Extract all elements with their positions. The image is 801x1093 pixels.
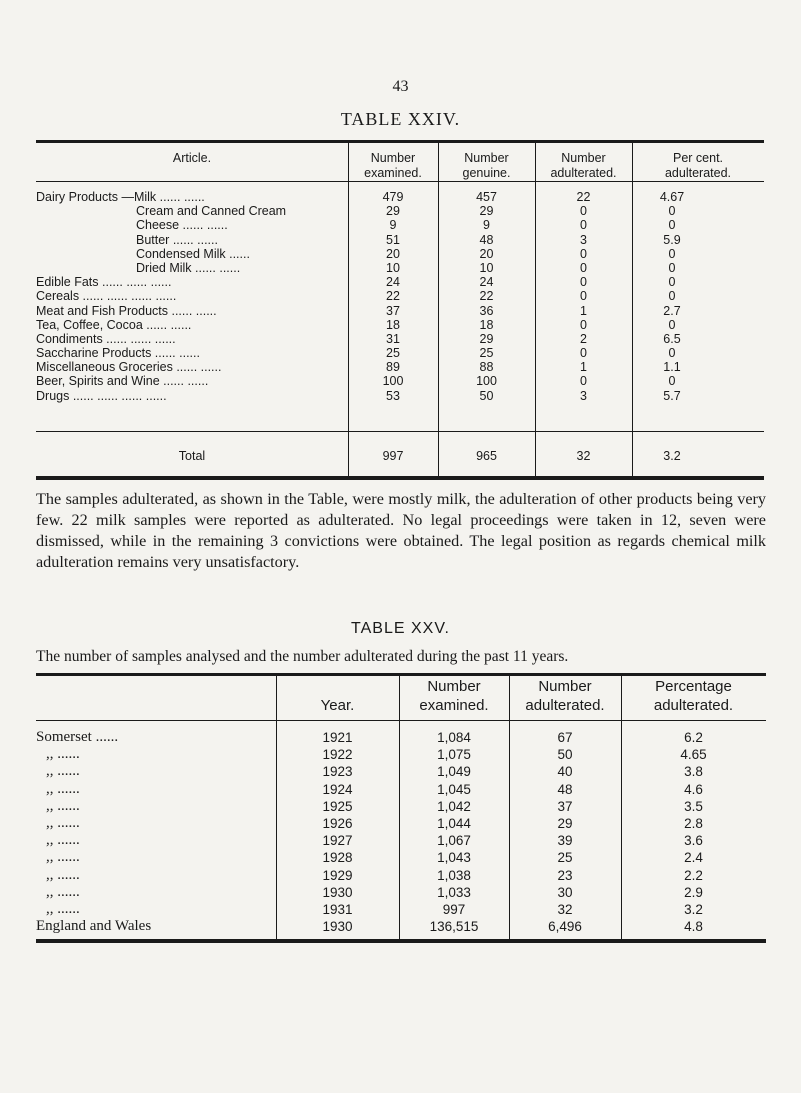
row-adulterated: 23 (557, 867, 573, 883)
table-24-title: TABLE XXIV. (340, 109, 461, 129)
header-line: adulterated. (525, 697, 605, 714)
row-percent: 5.7 (663, 388, 681, 403)
row-year: 1927 (322, 833, 353, 849)
row-article: Dairy Products —Milk ...... ...... (36, 190, 205, 204)
header-line: genuine. (462, 166, 511, 180)
table-rule (36, 720, 766, 721)
table-row (36, 275, 764, 289)
row-place: ,, ...... (46, 797, 80, 814)
table-25 (36, 673, 766, 943)
row-examined: 1,038 (437, 867, 471, 883)
table-rule (36, 476, 764, 480)
row-place: ,, ...... (46, 883, 80, 900)
table-rule (36, 939, 766, 943)
header-examined (348, 151, 438, 181)
total-percent: 3.2 (663, 449, 681, 463)
row-percent: 0 (668, 289, 676, 304)
row-adulterated: 48 (557, 781, 573, 797)
page-number: 43 (392, 78, 409, 95)
row-place: ,, ...... (46, 746, 80, 763)
row-percent: 3.2 (684, 901, 703, 917)
row-examined: 10 (386, 260, 400, 275)
row-genuine: 100 (476, 374, 497, 389)
row-adulterated: 0 (580, 260, 587, 275)
row-article: Saccharine Products ...... ...... (36, 346, 200, 361)
row-percent: 2.9 (684, 884, 703, 900)
table-row (36, 389, 764, 403)
row-article: Butter ...... ...... (136, 232, 218, 247)
table-24 (36, 140, 764, 480)
table-row (36, 346, 764, 360)
table-row (36, 832, 766, 849)
header-article: Article. (172, 151, 212, 165)
row-percent: 4.6 (684, 781, 703, 797)
table-row (36, 304, 764, 318)
row-percent: 4.65 (680, 747, 707, 763)
row-place: England and Wales (36, 918, 152, 935)
header-line: examined. (419, 697, 489, 714)
row-adulterated: 50 (557, 747, 573, 763)
row-percent: 0 (668, 260, 676, 275)
row-examined: 24 (386, 275, 400, 290)
row-percent: 0 (668, 204, 676, 219)
row-examined: 479 (382, 190, 404, 204)
row-place: ,, ...... (46, 763, 80, 780)
row-adulterated: 0 (580, 204, 587, 219)
row-place: Somerset ...... (36, 729, 119, 745)
row-place: ,, ...... (46, 832, 80, 849)
row-genuine: 10 (479, 260, 494, 275)
row-percent: 3.5 (684, 798, 703, 814)
header-line: Number (538, 678, 592, 695)
row-place: ,, ...... (46, 814, 80, 831)
row-adulterated: 67 (557, 730, 573, 745)
row-percent: 0 (668, 374, 676, 389)
row-genuine: 25 (479, 346, 494, 361)
row-adulterated: 29 (557, 815, 573, 831)
table-row (36, 901, 766, 918)
row-place: ,, ...... (46, 866, 80, 883)
row-percent: 2.2 (684, 867, 703, 883)
row-percent: 3.8 (684, 764, 703, 780)
row-examined: 100 (382, 374, 404, 389)
header-line: Percentage (655, 678, 732, 695)
row-genuine: 20 (479, 246, 494, 261)
row-year: 1921 (322, 730, 353, 745)
row-year: 1922 (322, 747, 353, 763)
row-percent: 4.67 (659, 190, 685, 204)
row-year: 1924 (322, 781, 353, 797)
header-line: Per cent. (672, 151, 724, 165)
row-percent: 4.8 (684, 919, 703, 935)
row-adulterated: 0 (580, 289, 587, 304)
row-article: Condensed Milk ...... (136, 246, 250, 261)
row-genuine: 48 (479, 232, 494, 247)
header-percent (621, 677, 766, 715)
row-examined: 1,042 (437, 798, 471, 814)
row-percent: 0 (668, 317, 676, 332)
row-genuine: 24 (479, 275, 494, 290)
table-rule (36, 431, 764, 432)
row-examined: 18 (386, 317, 400, 332)
table-row (36, 849, 766, 866)
header-line: Number (427, 678, 481, 695)
row-adulterated: 0 (580, 246, 587, 261)
row-genuine: 29 (479, 331, 494, 346)
table-row (36, 190, 764, 204)
table-row (36, 261, 764, 275)
row-year: 1923 (322, 764, 353, 780)
table-row (36, 815, 766, 832)
row-place: ,, ...... (46, 849, 80, 866)
row-adulterated: 1 (580, 360, 587, 375)
table-row (36, 867, 766, 884)
row-percent: 2.8 (684, 815, 703, 831)
table-25-body (36, 729, 766, 935)
row-examined: 1,084 (437, 730, 471, 745)
row-examined: 53 (386, 388, 400, 403)
row-place: ,, ...... (46, 900, 80, 917)
row-examined: 51 (386, 232, 400, 247)
table-row (36, 798, 766, 815)
row-examined: 1,044 (437, 815, 471, 831)
row-article: Cheese ...... ...... (136, 218, 228, 233)
row-year: 1930 (322, 884, 353, 900)
table-row (36, 374, 764, 388)
header-line: adulterated. (653, 697, 734, 714)
row-adulterated: 0 (580, 374, 587, 389)
row-examined: 997 (442, 901, 466, 917)
row-examined: 1,067 (437, 833, 471, 849)
row-genuine: 88 (479, 360, 494, 375)
row-adulterated: 6,496 (548, 919, 582, 935)
header-line: adulterated. (550, 166, 617, 180)
header-year: Year. (320, 697, 355, 714)
row-examined: 1,033 (437, 884, 471, 900)
header-line: Number (370, 151, 416, 165)
header-percent (632, 151, 764, 181)
row-adulterated: 25 (557, 850, 573, 866)
header-genuine (438, 151, 535, 181)
header-examined (399, 677, 509, 715)
row-examined: 89 (386, 360, 400, 375)
total-adulterated: 32 (576, 449, 591, 463)
table-row (36, 781, 766, 798)
header-line: examined. (364, 166, 422, 180)
row-year: 1928 (322, 850, 353, 866)
row-year: 1930 (322, 919, 353, 935)
row-examined: 9 (389, 218, 397, 233)
row-examined: 1,043 (437, 850, 471, 866)
row-adulterated: 0 (580, 275, 587, 290)
row-adulterated: 0 (580, 346, 587, 361)
row-percent: 5.9 (663, 232, 681, 247)
row-percent: 1.1 (663, 360, 681, 375)
table-25-title: TABLE XXV. (351, 620, 450, 637)
row-adulterated: 0 (580, 317, 587, 332)
table-row (36, 884, 766, 901)
row-article: Cereals ...... ...... ...... ...... (36, 289, 177, 304)
row-percent: 6.5 (663, 331, 681, 346)
row-percent: 2.4 (684, 850, 703, 866)
row-article: Meat and Fish Products ...... ...... (36, 303, 217, 318)
table-row (36, 318, 764, 332)
row-genuine: 9 (483, 218, 490, 233)
table-row (36, 360, 764, 374)
row-percent: 2.7 (663, 303, 681, 318)
row-adulterated: 40 (557, 764, 573, 780)
table-row (36, 233, 764, 247)
row-article: Drugs ...... ...... ...... ...... (36, 388, 167, 403)
row-examined: 31 (386, 331, 400, 346)
row-examined: 22 (386, 289, 400, 304)
row-examined: 1,049 (437, 764, 471, 780)
row-genuine: 50 (479, 388, 494, 403)
row-genuine: 36 (479, 303, 494, 318)
row-adulterated: 3 (580, 232, 587, 247)
row-examined: 29 (386, 204, 400, 219)
row-article: Dried Milk ...... ...... (136, 260, 241, 275)
row-year: 1929 (322, 867, 353, 883)
row-percent: 0 (668, 346, 676, 361)
table-24-body (36, 190, 764, 403)
header-line: adulterated. (664, 166, 732, 180)
table-row (36, 332, 764, 346)
row-adulterated: 30 (557, 884, 573, 900)
row-year: 1925 (322, 798, 353, 814)
row-genuine: 29 (479, 204, 494, 219)
row-year: 1931 (322, 901, 353, 917)
table-row (36, 218, 764, 232)
total-genuine: 965 (476, 449, 497, 463)
row-adulterated: 37 (557, 798, 573, 814)
row-article: Tea, Coffee, Cocoa ...... ...... (36, 317, 192, 332)
row-examined: 20 (386, 246, 400, 261)
table-row (36, 746, 766, 763)
row-examined: 1,075 (437, 747, 471, 763)
row-percent: 0 (668, 218, 676, 233)
row-adulterated: 0 (580, 218, 587, 233)
row-place: ,, ...... (46, 780, 80, 797)
table-25-intro: The number of samples analysed and the number adulterated during the past 11 years. (36, 648, 569, 665)
row-year: 1926 (322, 815, 353, 831)
table-row (36, 247, 764, 261)
table-rule (36, 673, 766, 676)
row-adulterated: 2 (580, 331, 587, 346)
table-row (36, 729, 766, 746)
row-genuine: 22 (479, 289, 494, 304)
row-adulterated: 32 (557, 901, 573, 917)
row-percent: 0 (668, 246, 676, 261)
table-row (36, 289, 764, 303)
table-row (36, 204, 764, 218)
row-article: Miscellaneous Groceries ...... ...... (36, 360, 222, 375)
row-article: Cream and Canned Cream (136, 204, 287, 219)
header-line: Number (464, 151, 509, 165)
table-rule (36, 181, 764, 182)
row-examined: 136,515 (429, 919, 479, 935)
row-examined: 1,045 (437, 781, 471, 797)
header-adulterated (535, 151, 632, 181)
row-percent: 6.2 (684, 730, 703, 745)
body-paragraph: The samples adulterated, as shown in the Table, were mostly milk, the adulteration of other products being very few. 22 milk samples were reported as adulterated. No legal proceedings were taken in 12, seven were dismissed, while in the remaining 3 convictions were obtained. The legal position as regards chemical milk adulteration remains very unsatisfactory. (36, 490, 766, 571)
total-label: Total (178, 449, 206, 463)
table-row (36, 918, 766, 935)
row-percent: 0 (668, 275, 676, 290)
row-article: Condiments ...... ...... ...... (36, 331, 176, 346)
total-examined: 997 (382, 449, 404, 463)
row-adulterated: 22 (576, 190, 591, 204)
header-line: Number (561, 151, 606, 165)
row-genuine: 18 (479, 317, 494, 332)
table-row (36, 763, 766, 780)
table-rule (36, 140, 764, 143)
row-article: Edible Fats ...... ...... ...... (36, 275, 172, 290)
total-row (36, 448, 764, 464)
row-adulterated: 1 (580, 303, 587, 318)
row-percent: 3.6 (684, 833, 703, 849)
header-adulterated (509, 677, 621, 715)
row-article: Beer, Spirits and Wine ...... ...... (36, 374, 209, 389)
row-examined: 37 (386, 303, 400, 318)
row-adulterated: 3 (580, 388, 587, 403)
row-examined: 25 (386, 346, 400, 361)
row-adulterated: 39 (557, 833, 573, 849)
row-genuine: 457 (476, 190, 497, 204)
